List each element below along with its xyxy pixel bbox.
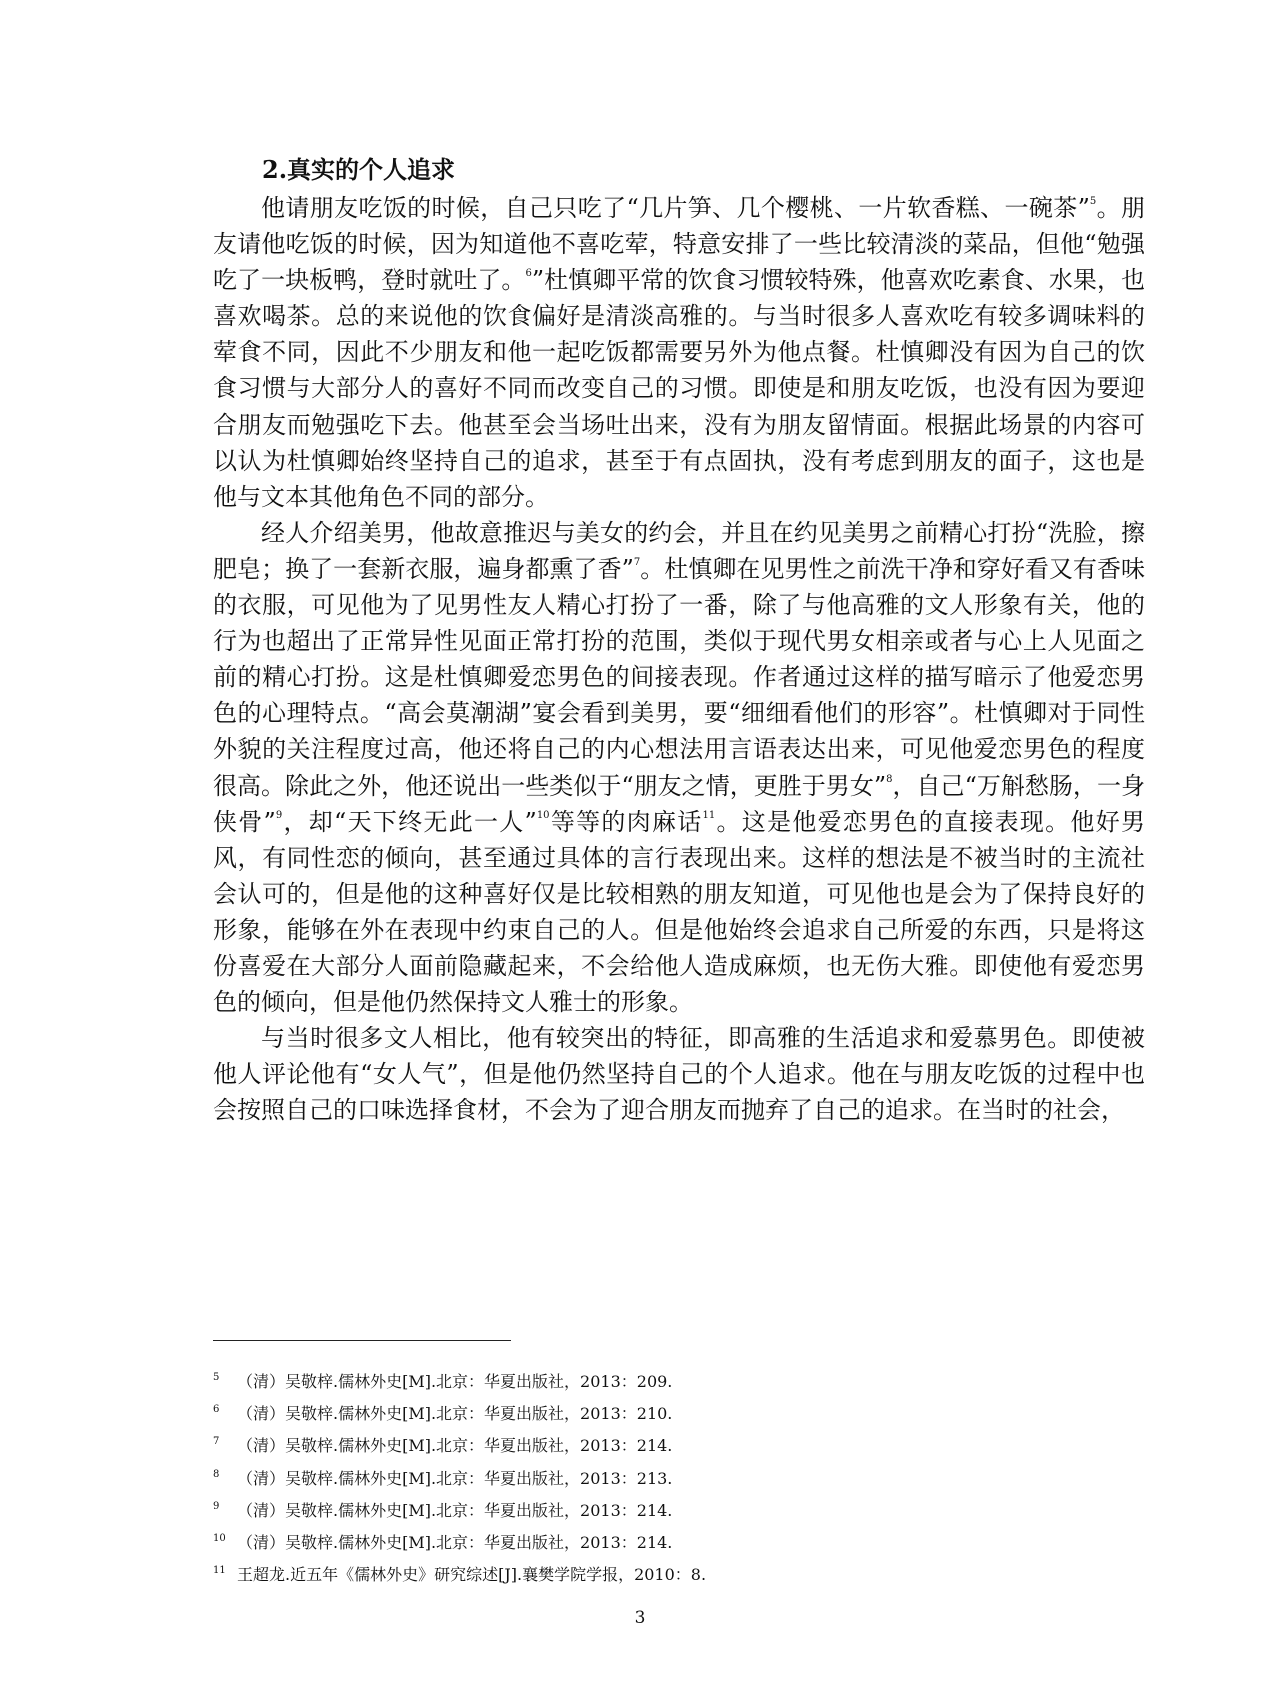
footnote-item: 9 （清）吴敬梓.儒林外史[M].北京：华夏出版社，2013：214. [213,1500,673,1520]
footnote-text: 王超龙.近五年《儒林外史》研究综述[J].襄樊学院学报，2010：8. [237,1565,707,1585]
paragraph-text: 等等的肉麻话 [549,807,703,836]
paragraph [213,190,1145,515]
page-number: 3 [634,1608,646,1628]
footnote-item: 5 （清）吴敬梓.儒林外史[M].北京：华夏出版社，2013：209. [213,1372,673,1391]
footnote-ref: 10 [536,809,550,821]
footnote-item: 11 王超龙.近五年《儒林外史》研究综述[J].襄樊学院学报，2010：8. [213,1565,707,1585]
paragraph-text: 。杜慎卿在见男性之前洗干净和穿好看又有香味的衣服，可见他为了见男性友人精心打扮了一番，除了与他高雅的文人形象有关，他的行为也超出了正常异性见面正常打扮的范围，类似于现代男女相亲或者与心上人见面之前的精心打扮。这是杜慎卿爱恋男色的间接表现。作者通过这样的描写暗示了他爱恋男色的心理特点。“高会莫潮湖”宴会看到美男，要“细细看他们的形容”。杜慎卿对于同性外貌的关注程度过高，他还将自己的内心想法用言语表达出来，可见他爱恋男色的程度很高。除此之外，他还说出一些类似于“朋友之情，更胜于男女” [213,554,1145,800]
footnote-text: （清）吴敬梓.儒林外史[M].北京：华夏出版社，2013：214. [237,1533,673,1553]
footnote-text: （清）吴敬梓.儒林外史[M].北京：华夏出版社，2013：214. [237,1436,673,1456]
footnote-item: 10 （清）吴敬梓.儒林外史[M].北京：华夏出版社，2013：214. [213,1533,673,1553]
footnote-ref: 9 [275,809,283,821]
footnote-ref: 7 [633,556,641,568]
paragraph-text: ，却“天下终无此一人” [282,807,537,836]
footnote-text: （清）吴敬梓.儒林外史[M].北京：华夏出版社，2013：209. [237,1372,673,1391]
footnote-text: （清）吴敬梓.儒林外史[M].北京：华夏出版社，2013：210. [237,1404,673,1424]
body-text [213,190,1145,1128]
footnote-ref: 8 [886,773,893,785]
paragraph-text: 经人介绍美男，他故意推迟与美女的约会，并且在约见美男之前精心打扮“洗脸，擦肥皂；换了一套新衣服，遍身都熏了香” [213,518,1145,583]
footnote-ref: 6 [525,268,532,280]
footnote-item: 7 （清）吴敬梓.儒林外史[M].北京：华夏出版社，2013：214. [213,1436,673,1456]
footnote-ref: 5 [1089,196,1097,207]
section-heading: 2.真实的个人追求 [262,155,456,184]
paragraph-text: 他请朋友吃饭的时候，自己只吃了“几片笋、几个樱桃、一片软香糕、一碗茶” [261,194,1090,222]
paragraph-text: 与当时很多文人相比，他有较突出的特征，即高雅的生活追求和爱慕男色。即使被他人评论他有“女人气”，但是他仍然坚持自己的个人追求。他在与朋友吃饭的过程中也会按照自己的口味选择食材，不会为了迎合朋友而抛弃了自己的追求。在当时的社会， [213,1024,1145,1125]
paragraph-text: 。朋友请他吃饭的时候，因为知道他不喜吃荤，特意安排了一些比较清淡的菜品，但他“勉强吃了一块板鸭，登时就吐了。 [213,194,1145,295]
footnotes [213,1366,1143,1591]
paragraph [213,1020,1145,1128]
footnote-item: 8 （清）吴敬梓.儒林外史[M].北京：华夏出版社，2013：213. [213,1468,673,1488]
paragraph-text: ，自己“万斛愁肠，一身侠骨” [213,771,1145,836]
footnote-item: 6 （清）吴敬梓.儒林外史[M].北京：华夏出版社，2013：210. [213,1404,673,1424]
footnote-text: （清）吴敬梓.儒林外史[M].北京：华夏出版社，2013：213. [237,1468,673,1488]
footnote-divider [213,1340,511,1341]
paragraph-text: ”杜慎卿平常的饮食习惯较特殊，他喜欢吃素食、水果，也喜欢喝茶。总的来说他的饮食偏好是清淡高雅的。与当时很多人喜欢吃有较多调味料的荤食不同，因此不少朋友和他一起吃饭都需要另外为他点餐。杜慎卿没有因为自己的饮食习惯与大部分人的喜好不同而改变自己的习惯。即使是和朋友吃饭，也没有因为要迎合朋友而勉强吃下去。他甚至会当场吐出来，没有为朋友留情面。根据此场景的内容可以认为杜慎卿始终坚持自己的追求，甚至于有点固执，没有考虑到朋友的面子，这也是他与文本其他角色不同的部分。 [213,266,1145,511]
paragraph [213,515,1145,1020]
footnote-text: （清）吴敬梓.儒林外史[M].北京：华夏出版社，2013：214. [237,1500,673,1520]
paragraph-text: 。这是他爱恋男色的直接表现。他好男风，有同性恋的倾向，甚至通过具体的言行表现出来。这样的想法是不被当时的主流社会认可的，但是他的这种喜好仅是比较相熟的朋友知道，可见他也是会为了保持良好的形象，能够在外在表现中约束自己的人。但是他始终会追求自己所爱的东西，只是将这份喜爱在大部分人面前隐藏起来，不会给他人造成麻烦，也无伤大雅。即使他有爱恋男色的倾向，但是他仍然保持文人雅士的形象。 [213,807,1145,1017]
footnote-ref: 11 [702,809,716,821]
